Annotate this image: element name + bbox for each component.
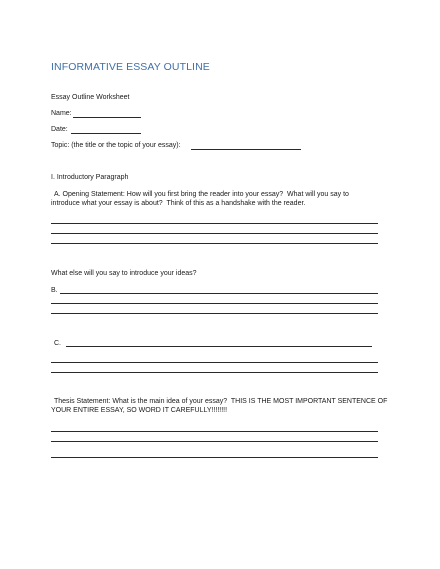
opening-answer-line-2[interactable] <box>51 233 378 234</box>
name-label: Name: <box>51 110 72 117</box>
thesis-answer-line-1[interactable] <box>51 431 378 432</box>
opening-statement-line-2: introduce what your essay is about? Think of this as a handshake with the reader. <box>51 200 306 207</box>
b-answer-line-3[interactable] <box>51 313 378 314</box>
thesis-line-1: Thesis Statement: What is the main idea of your essay? THIS IS THE MOST IMPORTANT SENTENCE OF <box>54 398 388 405</box>
b-answer-line-2[interactable] <box>51 303 378 304</box>
b-label: B. <box>51 287 58 294</box>
c-answer-line-2[interactable] <box>51 362 378 363</box>
c-label: C. <box>54 340 61 347</box>
thesis-line-2: YOUR ENTIRE ESSAY, SO WORD IT CAREFULLY!!!!!!!! <box>51 407 228 414</box>
opening-answer-line-3[interactable] <box>51 243 378 244</box>
c-answer-line-3[interactable] <box>51 372 378 373</box>
thesis-answer-line-2[interactable] <box>51 441 378 442</box>
c-answer-line-1[interactable] <box>66 346 372 347</box>
date-field-line[interactable] <box>71 133 141 134</box>
b-answer-line-1[interactable] <box>60 293 378 294</box>
worksheet-label: Essay Outline Worksheet <box>51 94 130 101</box>
thesis-answer-line-3[interactable] <box>51 457 378 458</box>
ideas-prompt: What else will you say to introduce your ideas? <box>51 270 197 277</box>
document-title: INFORMATIVE ESSAY OUTLINE <box>51 61 210 73</box>
section-heading: I. Introductory Paragraph <box>51 174 129 181</box>
date-label: Date: <box>51 126 68 133</box>
topic-label: Topic: (the title or the topic of your essay): <box>51 142 181 149</box>
topic-field-line[interactable] <box>191 149 301 150</box>
opening-answer-line-1[interactable] <box>51 223 378 224</box>
name-field-line[interactable] <box>73 117 141 118</box>
opening-statement-line-1: A. Opening Statement: How will you first bring the reader into your essay? What will you say to <box>54 191 349 198</box>
